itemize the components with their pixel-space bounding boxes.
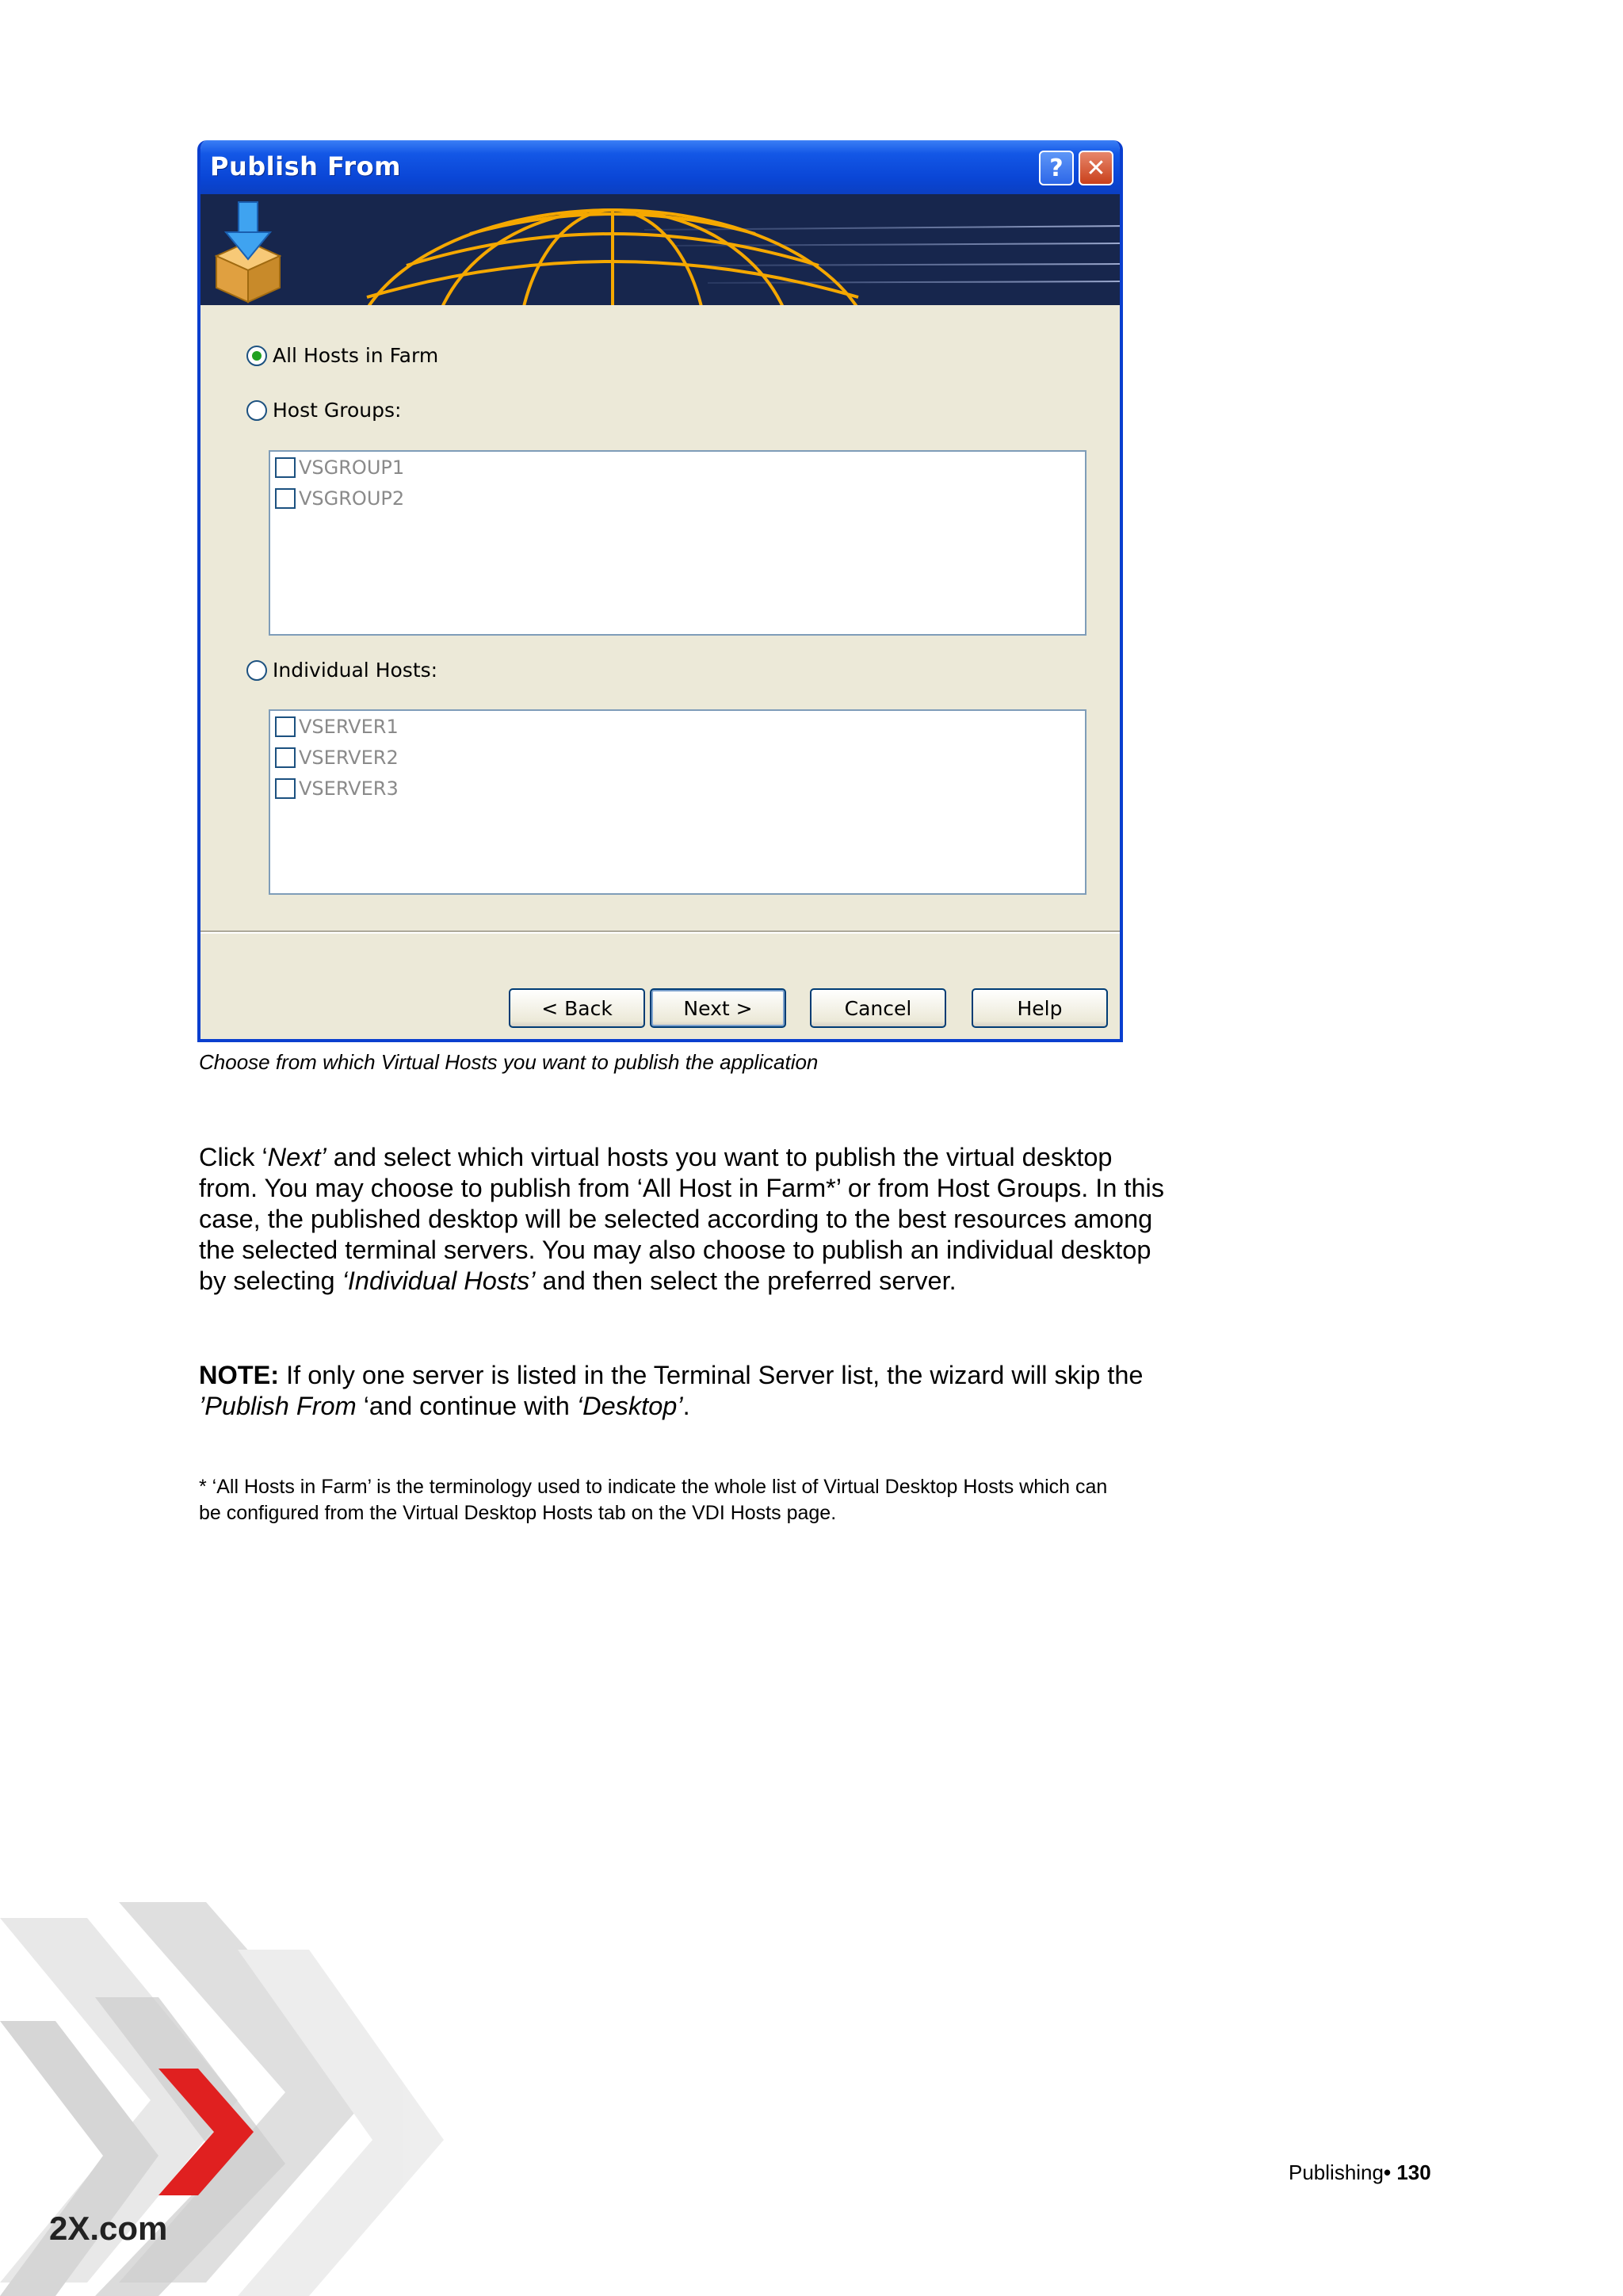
- package-arrow-icon: [216, 202, 280, 302]
- text-span: by selecting: [199, 1266, 342, 1295]
- button-separator: [200, 930, 1120, 934]
- all-hosts-label: All Hosts in Farm: [273, 344, 439, 367]
- dialog-content: [200, 305, 1120, 1039]
- list-item[interactable]: [275, 716, 399, 738]
- help-title-button[interactable]: [1039, 151, 1074, 185]
- paragraph-line: the selected terminal servers. You may also choose to publish an individual desktop: [199, 1236, 1151, 1264]
- section-name: Publishing: [1289, 2160, 1384, 2184]
- paragraph-line: [199, 1391, 690, 1422]
- footnote-line: * ‘All Hosts in Farm’ is the terminology used to indicate the whole list of Virtual Desktop Hosts which can: [199, 1476, 1108, 1498]
- host-checkbox[interactable]: [275, 778, 296, 799]
- group-label: VSGROUP1: [299, 457, 405, 479]
- italic-text: ’Publish From: [199, 1392, 357, 1420]
- close-button[interactable]: [1079, 151, 1113, 185]
- text-span: If only one server is listed in the Terminal Server list, the wizard will skip the: [279, 1361, 1144, 1389]
- group-checkbox[interactable]: [275, 457, 296, 478]
- italic-text: Next’: [267, 1143, 327, 1171]
- host-groups-radio[interactable]: [246, 400, 267, 421]
- figure-caption: Choose from which Virtual Hosts you want to publish the application: [199, 1050, 819, 1074]
- list-item[interactable]: [275, 777, 399, 800]
- paragraph-line: [199, 1266, 957, 1297]
- individual-hosts-list[interactable]: [269, 709, 1086, 895]
- text-span: and select which virtual hosts you want to publish the virtual desktop: [326, 1143, 1113, 1171]
- footnote: [199, 1474, 1107, 1526]
- all-hosts-radio[interactable]: [246, 346, 267, 366]
- 2x-logo: [0, 1902, 555, 2296]
- paragraph-line: from. You may choose to publish from ‘All Host in Farm*’ or from Host Groups. In this: [199, 1174, 1165, 1202]
- help-button[interactable]: Help: [972, 988, 1108, 1028]
- question-icon: ?: [1049, 154, 1064, 182]
- page-footer: [1289, 2160, 1431, 2185]
- title-bar: [200, 140, 1120, 194]
- logo-text: 2X.com: [49, 2210, 168, 2247]
- close-icon: ✕: [1086, 154, 1106, 182]
- text-span: Click ‘: [199, 1143, 268, 1171]
- group-label: VSGROUP2: [299, 487, 405, 510]
- wizard-banner: [200, 194, 1120, 305]
- footer-bullet: •: [1383, 2160, 1392, 2184]
- text-span: .: [682, 1392, 690, 1420]
- dialog-title: Publish From: [210, 151, 401, 181]
- footnote-line: be configured from the Virtual Desktop Hosts tab on the VDI Hosts page.: [199, 1502, 837, 1524]
- italic-text: ‘Desktop’: [576, 1392, 683, 1420]
- next-button[interactable]: Next >: [650, 988, 786, 1028]
- paragraph-line: case, the published desktop will be selected according to the best resources among: [199, 1205, 1153, 1233]
- text-span: and then select the preferred server.: [535, 1266, 957, 1295]
- all-hosts-option[interactable]: [246, 344, 438, 367]
- cancel-button[interactable]: Cancel: [810, 988, 946, 1028]
- globe-icon: [351, 210, 874, 305]
- back-button[interactable]: < Back: [509, 988, 645, 1028]
- host-groups-label: Host Groups:: [273, 399, 402, 422]
- host-checkbox[interactable]: [275, 747, 296, 768]
- individual-hosts-option[interactable]: [246, 659, 437, 682]
- host-label: VSERVER2: [299, 747, 399, 769]
- group-checkbox[interactable]: [275, 488, 296, 509]
- paragraph-line: [199, 1360, 1144, 1391]
- host-groups-option[interactable]: [246, 399, 401, 422]
- publish-from-dialog: [197, 140, 1123, 1042]
- text-span: ‘and continue with: [356, 1392, 577, 1420]
- host-label: VSERVER1: [299, 716, 399, 738]
- italic-text: ‘Individual Hosts’: [342, 1266, 536, 1295]
- host-groups-list[interactable]: [269, 450, 1086, 636]
- individual-hosts-label: Individual Hosts:: [273, 659, 438, 682]
- banner-graphic: [200, 194, 1120, 305]
- host-label: VSERVER3: [299, 777, 399, 800]
- page-number: 130: [1391, 2160, 1431, 2184]
- individual-hosts-radio[interactable]: [246, 660, 267, 681]
- list-item[interactable]: [275, 487, 404, 510]
- host-checkbox[interactable]: [275, 716, 296, 737]
- list-item[interactable]: [275, 747, 399, 769]
- list-item[interactable]: [275, 457, 404, 479]
- paragraph-line: [199, 1142, 1113, 1173]
- radio-selected-dot: [252, 351, 262, 361]
- note-label: NOTE:: [199, 1361, 280, 1389]
